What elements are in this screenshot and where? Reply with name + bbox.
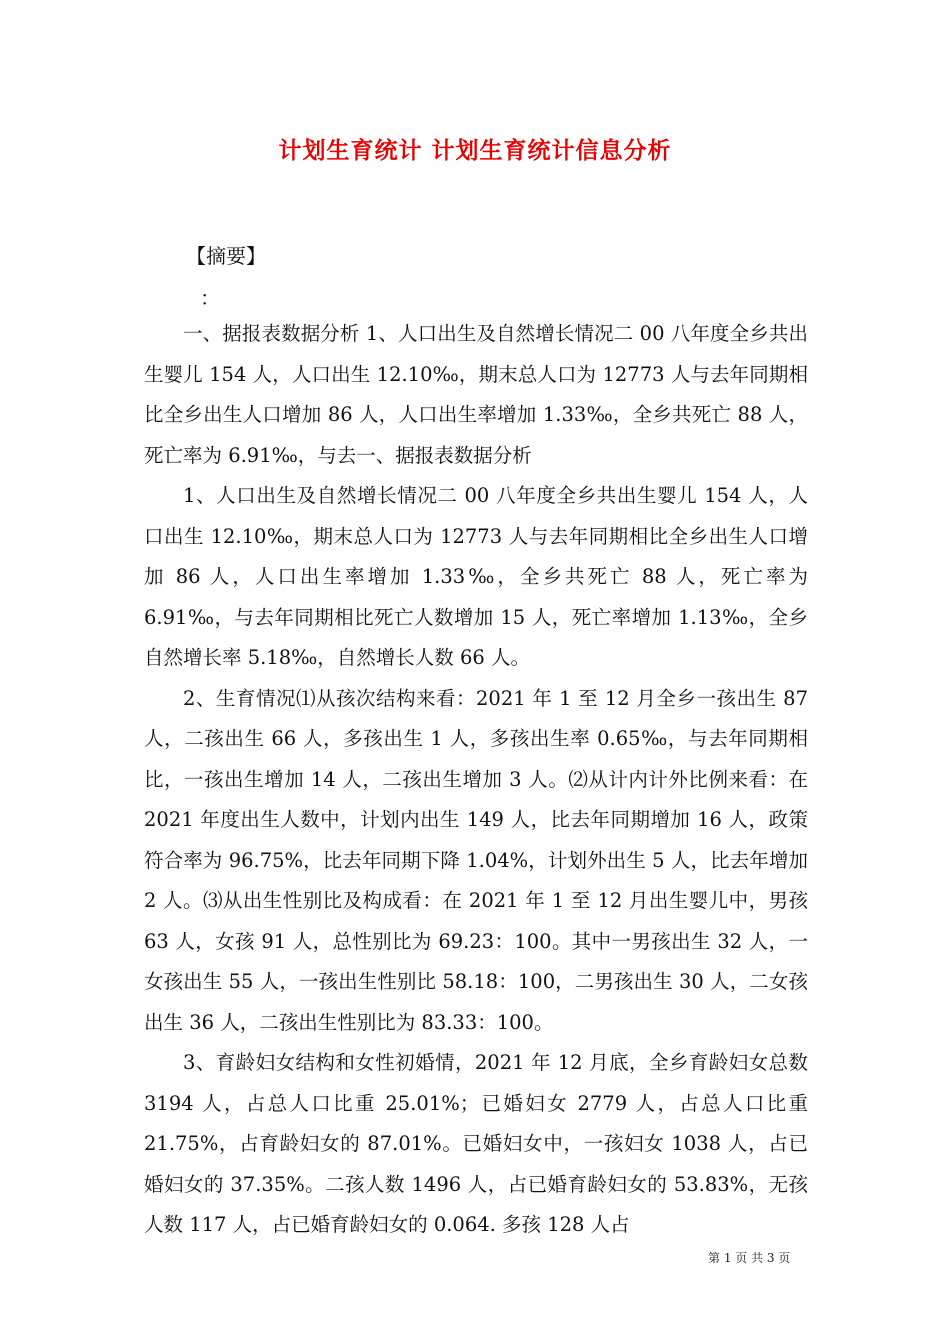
paragraph-4: 3、育龄妇女结构和女性初婚情，2021 年 12 月底，全乡育龄妇女总数 3194 人，占总人口比重 25.01%；已婚妇女 2779 人，占总人口比重 21.75%，占育龄妇女的 87.01%。已婚妇女中，一孩妇女 1038 人，占已婚妇女的 37.35%。二孩人数 1496 人，占已婚育龄妇女的 53.83%，无孩人数 117 人，占已婚育龄妇女的 0.064. 多孩 128 人占 bbox=[144, 1051, 808, 1236]
abstract-label: 【摘要】 bbox=[186, 244, 266, 268]
paragraph-3: 2、生育情况⑴从孩次结构来看：2021 年 1 至 12 月全乡一孩出生 87 人，二孩出生 66 人，多孩出生 1 人，多孩出生率 0.65‰，与去年同期相比，一孩出生增加 14 人，二孩出生增加 3 人。⑵从计内计外比例来看：在 2021 年度出生人数中，计划内出生 149 人，比去年同期增加 16 人，政策符合率为 96.75%，比去年同期下降 1.04%，计划外出生 5 人，比去年增加 2 人。⑶从出生性别比及构成看：在 2021 年 1 至 12 月出生婴儿中，男孩 63 人，女孩 91 人，总性别比为 69.23：100。其中一男孩出生 32 人，一女孩出生 55 人，一孩出生性别比 58.18：100，二男孩出生 30 人，二女孩出生 36 人，二孩出生性别比为 83.33：100。 bbox=[144, 686, 808, 1034]
paragraph-1: 一、据报表数据分析 1、人口出生及自然增长情况二 00 八年度全乡共出生婴儿 154 人，人口出生 12.10‰，期末总人口为 12773 人与去年同期相比全乡出生人口增加 86 人，人口出生率增加 1.33‰，全乡共死亡 88 人，死亡率为 6.91‰，与去一、据报表数据分析 bbox=[144, 322, 808, 467]
abstract-colon: ： bbox=[200, 286, 220, 310]
page-number-footer: 第 1 页 共 3 页 bbox=[708, 1251, 791, 1265]
document-title: 计划生育统计 计划生育统计信息分析 bbox=[278, 138, 672, 164]
document-body bbox=[144, 314, 808, 1246]
paragraph-2: 1、人口出生及自然增长情况二 00 八年度全乡共出生婴儿 154 人，人口出生 12.10‰，期末总人口为 12773 人与去年同期相比全乡出生人口增加 86 人，人口出生率增加 1.33‰，全乡共死亡 88 人，死亡率为 6.91‰，与去年同期相比死亡人数增加 15 人，死亡率增加 1.13‰，全乡自然增长率 5.18‰，自然增长人数 66 人。 bbox=[144, 484, 808, 669]
